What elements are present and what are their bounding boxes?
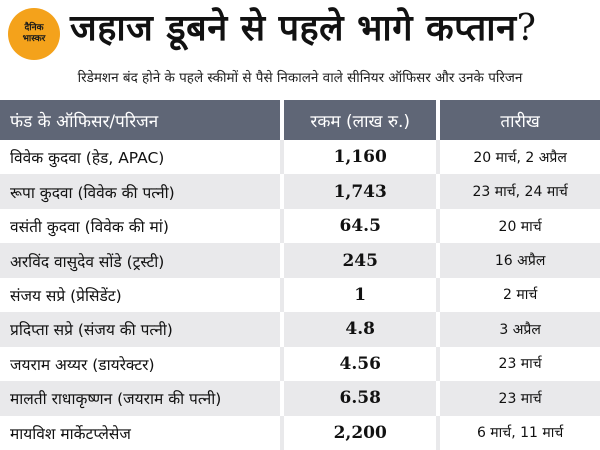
cell-date: 16 अप्रैल <box>494 253 546 270</box>
cell-name: विवेक कुदवा (हेड, APAC) <box>0 140 282 174</box>
table-row <box>0 243 600 277</box>
logo-line-2: भास्कर <box>22 34 46 44</box>
cell-date: 23 मार्च <box>498 390 542 407</box>
cell-date: 6 मार्च, 11 मार्च <box>476 425 564 442</box>
cell-date: 3 अप्रैल <box>499 321 541 338</box>
table-header <box>0 100 600 140</box>
table-row <box>0 174 600 208</box>
table-row <box>0 278 600 312</box>
cell-amount: 2,200 <box>282 416 438 450</box>
cell-name: मालती राधाकृष्णन (जयराम की पत्नी) <box>0 381 282 415</box>
header <box>0 0 600 100</box>
table-body <box>0 140 600 450</box>
cell-date: 20 मार्च <box>498 218 542 235</box>
cell-date: 20 मार्च, 2 अप्रैल <box>473 149 567 166</box>
cell-amount: 245 <box>282 243 438 277</box>
cell-amount: 4.56 <box>282 347 438 381</box>
cell-amount: 1,160 <box>282 140 438 174</box>
cell-name: अरविंद वासुदेव सोंडे (ट्रस्टी) <box>0 243 282 277</box>
dainik-bhaskar-logo <box>8 8 60 60</box>
table-row <box>0 312 600 346</box>
cell-name: प्रदिप्ता सप्रे (संजय की पत्नी) <box>0 312 282 346</box>
cell-name: संजय सप्रे (प्रेसिडेंट) <box>0 278 282 312</box>
column-header-name: फंड के ऑफिसर/परिजन <box>0 100 282 140</box>
cell-name: वसंती कुदवा (विवेक की मां) <box>0 209 282 243</box>
cell-amount: 64.5 <box>282 209 438 243</box>
table-row <box>0 347 600 381</box>
withdrawals-table <box>0 100 600 450</box>
table-row <box>0 416 600 450</box>
cell-amount: 6.58 <box>282 381 438 415</box>
cell-name: जयराम अय्यर (डायरेक्टर) <box>0 347 282 381</box>
column-header-date: तारीख <box>500 111 540 132</box>
cell-amount: 1 <box>282 278 438 312</box>
cell-date: 23 मार्च, 24 मार्च <box>472 184 568 201</box>
headline <box>70 4 595 54</box>
cell-date: 2 मार्च <box>502 287 538 304</box>
logo-line-1: दैनिक <box>24 23 44 33</box>
subtitle: रिडेमशन बंद होने के पहले स्कीमों से पैसे निकालने वाले सीनियर ऑफिसर और उनके परिजन <box>77 70 523 86</box>
table-row <box>0 140 600 174</box>
cell-name: रूपा कुदवा (विवेक की पत्नी) <box>0 174 282 208</box>
cell-date: 23 मार्च <box>498 356 542 373</box>
headline-question-mark: ? <box>516 8 537 49</box>
column-header-amount: रकम (लाख रु.) <box>282 100 438 140</box>
cell-name: मायविश मार्केटप्लेसेज <box>0 416 282 450</box>
table-row <box>0 381 600 415</box>
table-row <box>0 209 600 243</box>
cell-amount: 1,743 <box>282 174 438 208</box>
cell-amount: 4.8 <box>282 312 438 346</box>
headline-text: जहाज डूबने से पहले भागे कप्तान <box>70 8 517 49</box>
